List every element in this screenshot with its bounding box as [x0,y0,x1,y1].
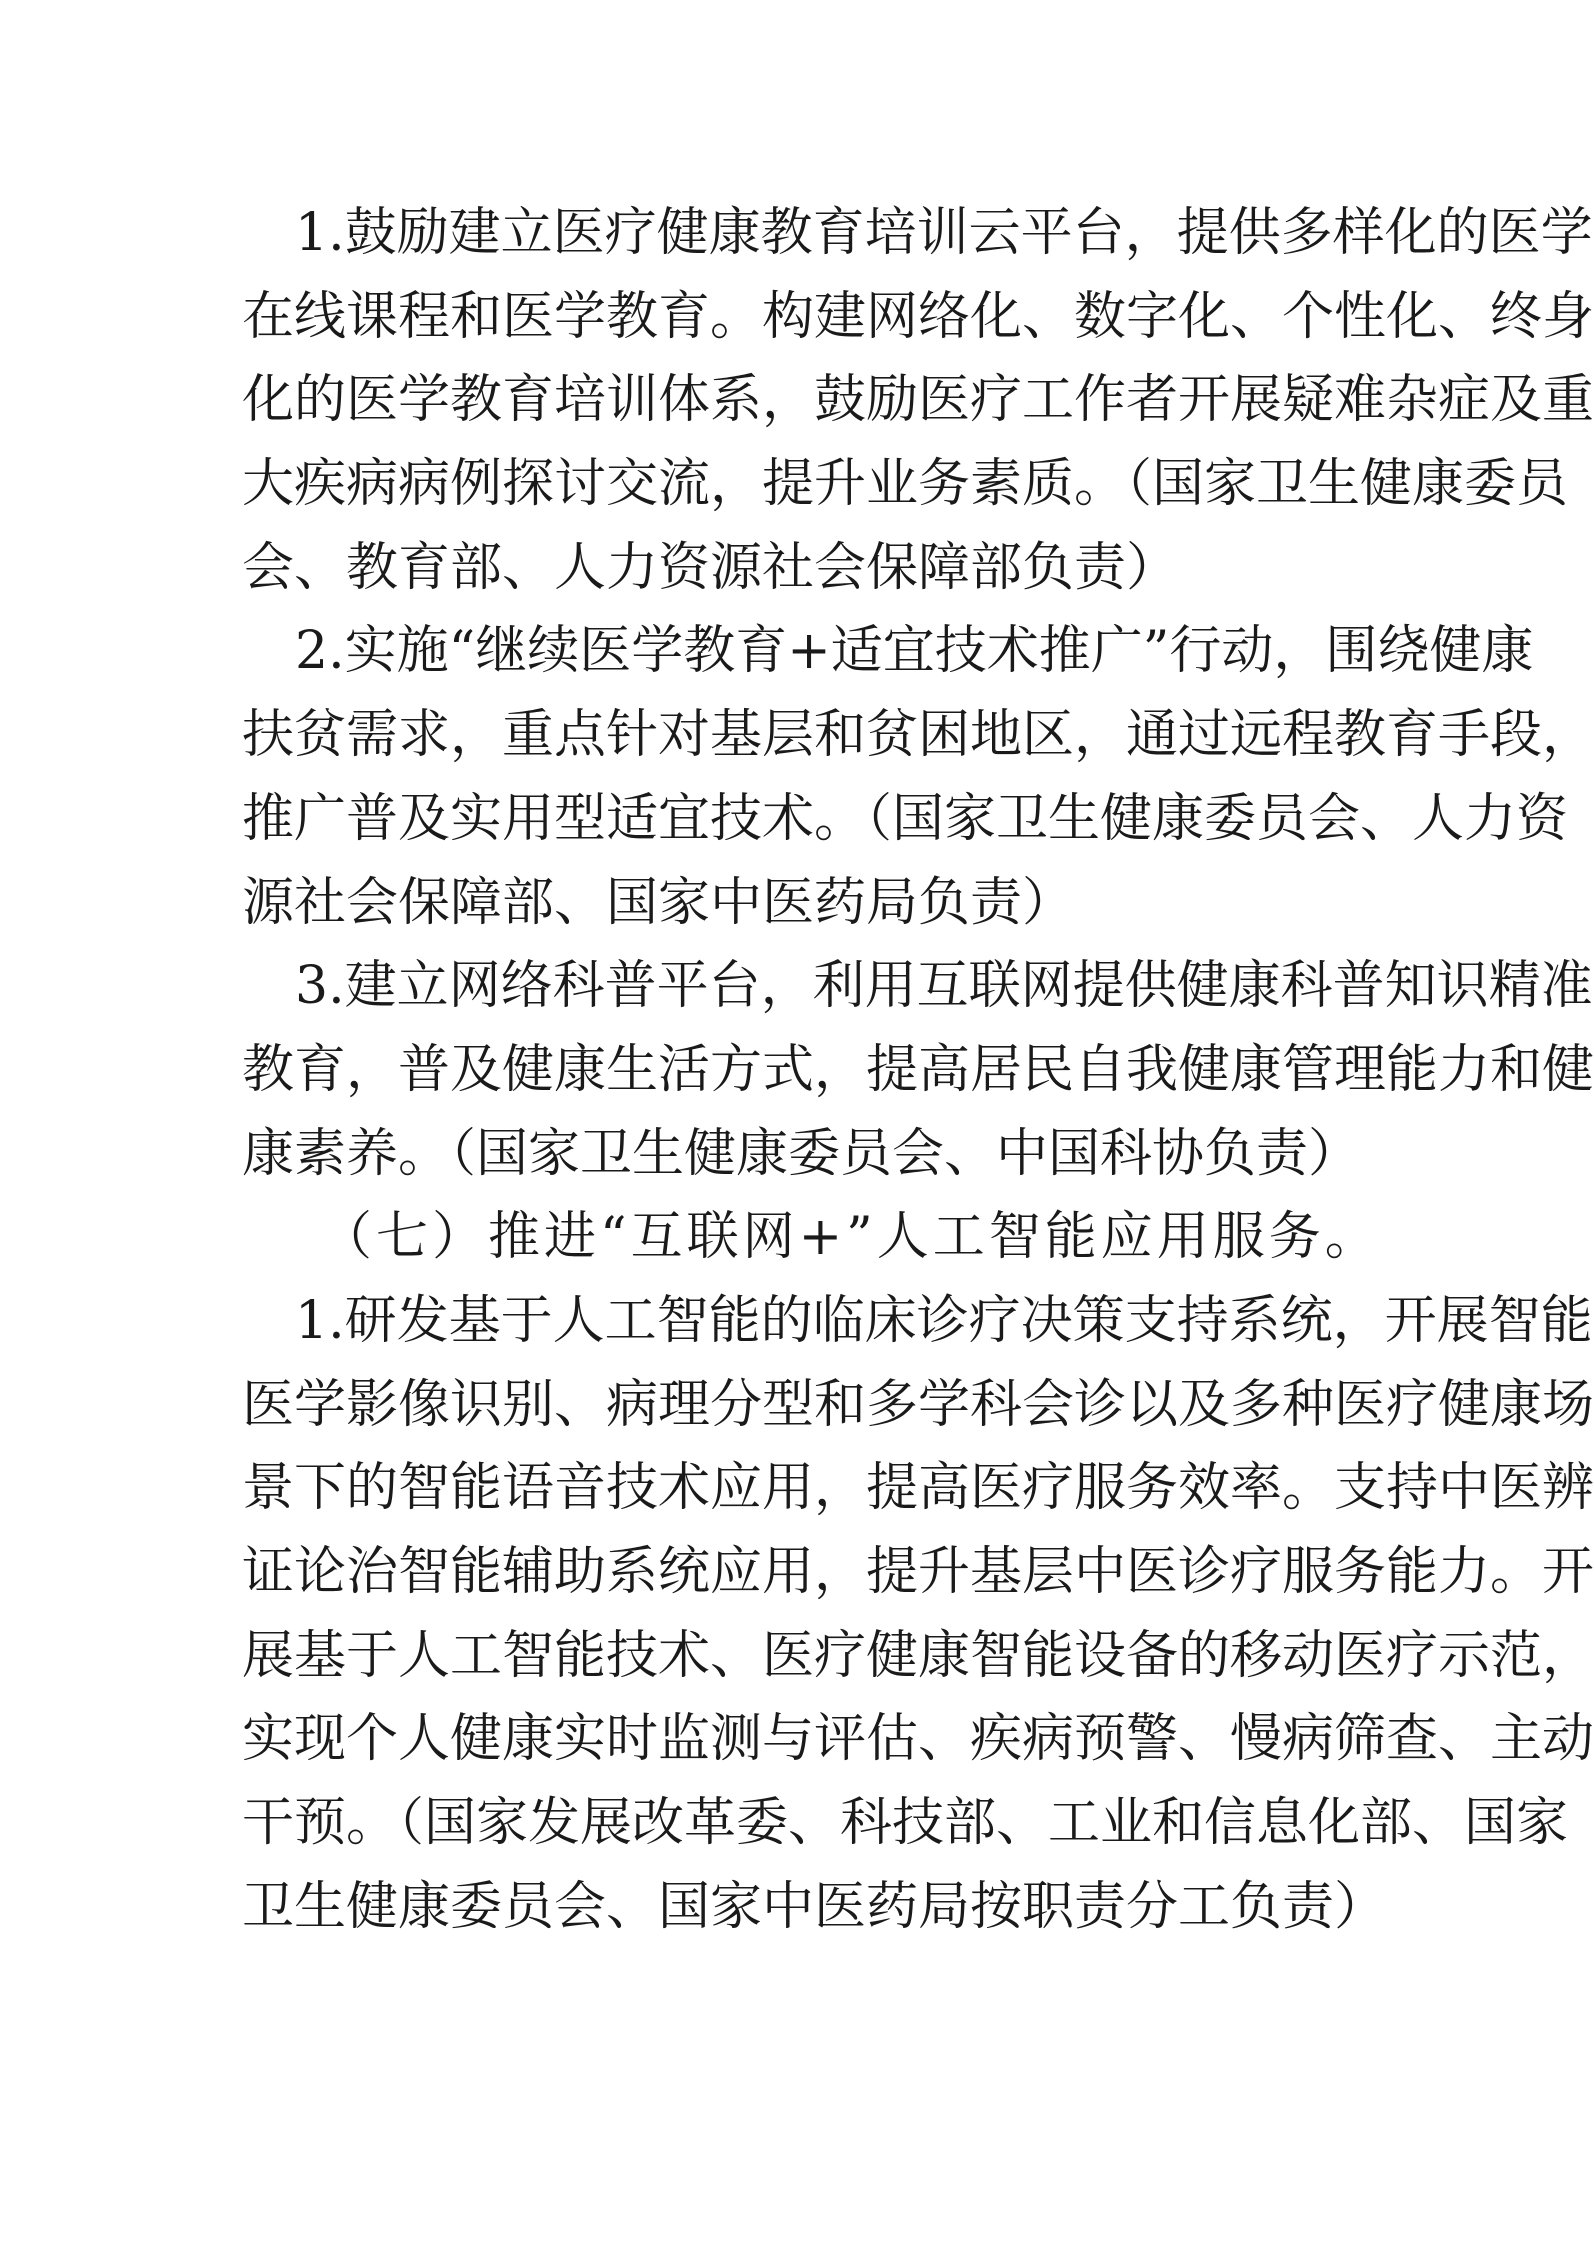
text-line: 1.研发基于人工智能的临床诊疗决策支持系统，开展智能 [295,1290,1593,1351]
text-line: 卫生健康委员会、国家中医药局按职责分工负责） [242,1876,1387,1937]
text-line: 源社会保障部、国家中医药局负责） [242,872,1075,933]
text-line: 大疾病病例探讨交流，提升业务素质。（国家卫生健康委员 [242,454,1569,515]
text-line: 医学影像识别、病理分型和多学科会诊以及多种医疗健康场 [242,1374,1594,1435]
text-line: 会、教育部、人力资源社会保障部负责） [242,537,1179,598]
text-line: 扶贫需求，重点针对基层和贫困地区，通过远程教育手段， [242,705,1594,766]
section-heading: （七）推进“互联网+”人工智能应用服务。 [320,1207,1381,1268]
text-line: 教育，普及健康生活方式，提高居民自我健康管理能力和健 [242,1039,1594,1100]
text-line: 展基于人工智能技术、医疗健康智能设备的移动医疗示范， [242,1625,1594,1686]
text-line: 干预。（国家发展改革委、科技部、工业和信息化部、国家 [242,1793,1569,1854]
text-line: 1.鼓励建立医疗健康教育培训云平台，提供多样化的医学 [295,203,1593,263]
text-line: 景下的智能语音技术应用，提高医疗服务效率。支持中医辨 [242,1458,1594,1519]
text-line: 在线课程和医学教育。构建网络化、数字化、个性化、终身 [242,286,1594,347]
text-line: 实现个人健康实时监测与评估、疾病预警、慢病筛查、主动 [242,1709,1594,1770]
text-line: 证论治智能辅助系统应用，提升基层中医诊疗服务能力。开 [242,1542,1594,1602]
document-body [242,192,1594,1949]
text-line: 化的医学教育培训体系，鼓励医疗工作者开展疑难杂症及重 [242,370,1594,431]
text-line: 2.实施“继续医学教育+适宜技术推广”行动，围绕健康 [295,621,1534,682]
text-line: 推广普及实用型适宜技术。（国家卫生健康委员会、人力资 [242,788,1569,849]
text-line: 3.建立网络科普平台，利用互联网提供健康科普知识精准 [295,956,1593,1017]
text-line: 康素养。（国家卫生健康委员会、中国科协负责） [242,1123,1361,1184]
